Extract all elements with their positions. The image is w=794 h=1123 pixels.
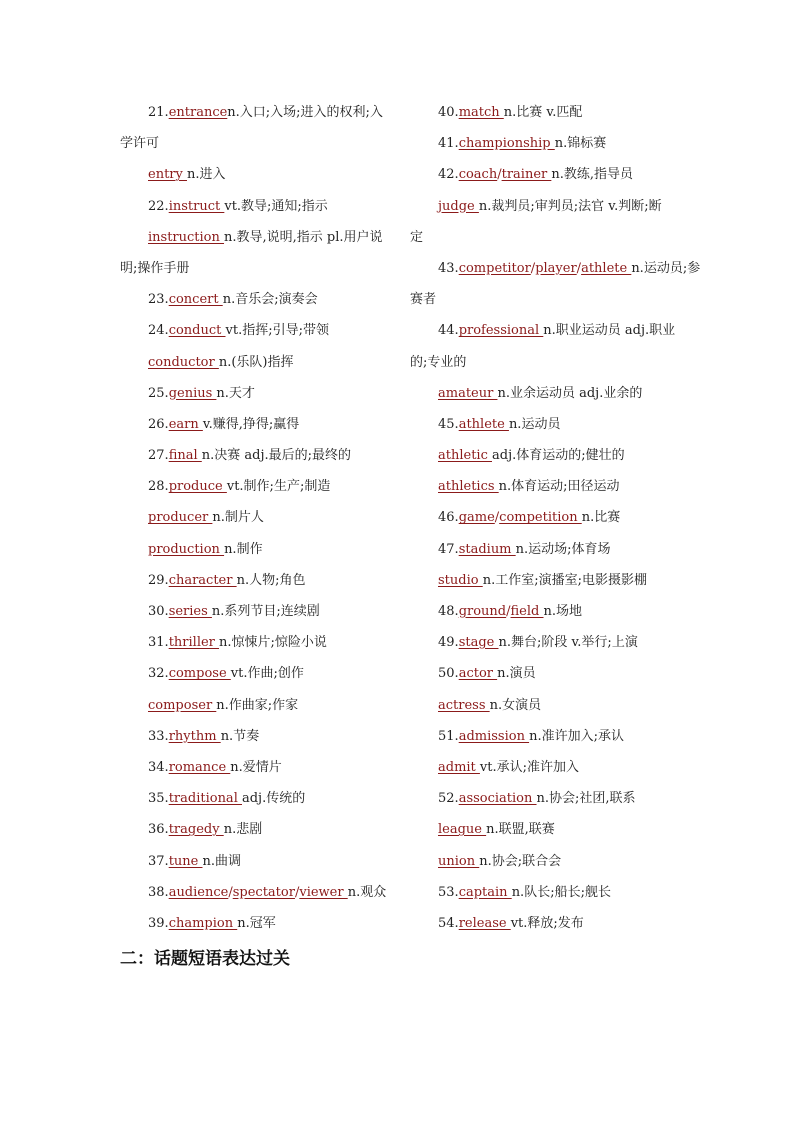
vocab-line (120, 131, 390, 162)
vocab-line (120, 256, 390, 287)
vocab-word: champion (168, 915, 238, 931)
definition-text: n.天才 (216, 385, 255, 401)
vocab-word: amateur (438, 385, 498, 401)
definition-text: vt.制作;生产;制造 (226, 479, 331, 495)
definition-text: n.协会;联合会 (479, 853, 562, 869)
vocab-line (410, 630, 680, 661)
vocab-line (120, 412, 390, 443)
vocab-word: admission (458, 728, 530, 744)
vocab-word: tragedy (168, 822, 224, 838)
definition-text: vt.作曲;创作 (230, 666, 304, 682)
vocab-word: thriller (168, 635, 220, 651)
entry-number: 38. (148, 884, 169, 900)
vocab-line (120, 443, 390, 474)
definition-text: n.职业运动员 adj.职业 (543, 323, 676, 339)
entry-number: 28. (148, 479, 169, 495)
word-separator: / (228, 884, 233, 900)
entry-number: 46. (438, 510, 459, 526)
definition-text: n.节奏 (220, 728, 260, 744)
vocab-word: producer (148, 510, 213, 526)
definition-text: 赛者 (410, 292, 437, 308)
entry-number: 53. (438, 884, 459, 900)
vocab-line (120, 817, 390, 848)
vocab-line (410, 162, 680, 193)
definition-text: n.联盟,联赛 (486, 822, 555, 838)
vocab-line (410, 661, 680, 692)
definition-text: adj.传统的 (241, 791, 306, 807)
vocab-word: final (168, 448, 202, 464)
vocab-line (120, 225, 390, 256)
vocab-line (410, 318, 680, 349)
entry-number: 44. (438, 323, 459, 339)
vocab-word: entry (148, 167, 187, 183)
vocab-word: composer (148, 697, 217, 713)
vocab-word: union (438, 853, 480, 869)
entry-number: 42. (438, 167, 459, 183)
vocab-line (410, 443, 680, 474)
vocab-line (120, 880, 390, 911)
vocab-line (410, 568, 680, 599)
word-separator: / (576, 260, 582, 276)
vocab-word: entrance (168, 105, 228, 120)
vocab-word: compose (168, 666, 231, 682)
definition-text: n.制片人 (212, 510, 264, 526)
vocab-line (120, 568, 390, 599)
vocab-line (120, 350, 390, 381)
vocab-line (120, 100, 390, 131)
definition-text: n.队长;船长;舰长 (511, 884, 611, 900)
entry-number: 37. (148, 853, 169, 869)
definition-text: n.教导,说明,指示 pl.用户说 (224, 229, 383, 245)
vocab-line (120, 287, 390, 318)
entry-number: 25. (148, 385, 169, 401)
vocab-line (120, 661, 390, 692)
definition-text: n.观众 (347, 884, 387, 900)
entry-number: 27. (148, 448, 169, 464)
vocab-word: league (438, 822, 487, 838)
vocab-word: studio (438, 572, 483, 588)
entry-number: 23. (148, 292, 169, 308)
vocab-word: field (510, 604, 544, 619)
vocab-word: romance (168, 759, 231, 775)
vocab-word: instruct (168, 198, 225, 214)
definition-text: vt.释放;发布 (510, 915, 584, 931)
entry-number: 51. (438, 728, 459, 744)
vocab-line (120, 381, 390, 412)
definition-text: n.女演员 (489, 697, 542, 713)
vocab-line (410, 786, 680, 817)
vocab-line (410, 755, 680, 786)
entry-number: 49. (438, 635, 459, 651)
entry-number: 41. (438, 136, 459, 152)
definition-text: n.准许加入;承认 (529, 728, 624, 744)
entry-number: 29. (148, 572, 169, 588)
definition-text: n.(乐队)指挥 (218, 354, 294, 370)
definition-text: n.音乐会;演奏会 (222, 292, 318, 308)
definition-text: n.人物;角色 (236, 572, 306, 588)
entry-number: 54. (438, 915, 459, 931)
definition-text: n.冠军 (237, 915, 276, 931)
vocab-word: conduct (168, 323, 226, 339)
definition-text: n.裁判员;审判员;法官 v.判断;断 (478, 198, 662, 214)
definition-text: n.运动员 (508, 416, 561, 432)
vocab-word: rhythm (168, 728, 221, 744)
definition-text: n.系列节目;连续剧 (211, 604, 320, 619)
vocab-word: conductor (148, 354, 219, 370)
entry-number: 24. (148, 323, 169, 339)
vocab-line (120, 505, 390, 536)
entry-number: 31. (148, 635, 169, 651)
word-separator: / (506, 604, 511, 619)
definition-text: n.入口;入场;进入的权利;入 (227, 105, 383, 120)
vocab-word: trainer (501, 167, 552, 183)
vocab-word: tune (168, 853, 203, 869)
vocab-word: ground (458, 604, 507, 619)
definition-text: n.悲剧 (223, 822, 263, 838)
vocab-line (120, 537, 390, 568)
word-separator: / (294, 884, 300, 900)
vocab-line (410, 693, 680, 724)
entry-number: 52. (438, 791, 459, 807)
vocab-word: character (168, 572, 237, 588)
definition-text: 明;操作手册 (120, 260, 190, 276)
definition-text: 的;专业的 (410, 354, 467, 370)
word-separator: / (497, 167, 502, 183)
vocab-word: stadium (458, 541, 516, 557)
vocab-line (410, 256, 701, 287)
vocab-word: judge (438, 198, 479, 214)
vocab-word: athlete (581, 260, 632, 276)
vocab-line (410, 474, 680, 505)
vocab-line (410, 194, 680, 225)
definition-text: n.工作室;演播室;电影摄影棚 (482, 572, 647, 588)
vocab-line (410, 412, 680, 443)
definition-text: n.场地 (543, 604, 583, 619)
vocab-line (410, 381, 680, 412)
vocab-column-left (120, 100, 390, 942)
vocab-line (410, 350, 680, 381)
vocab-line (410, 131, 680, 162)
vocab-line (410, 505, 680, 536)
definition-text: n.比赛 (581, 510, 621, 526)
vocab-word: championship (458, 136, 555, 152)
vocab-word: competitor (458, 260, 531, 276)
vocab-column-right (410, 100, 701, 942)
vocab-line (120, 474, 390, 505)
word-separator: / (494, 510, 500, 526)
definition-text: n.爱情片 (230, 759, 282, 775)
vocab-word: spectator (232, 884, 295, 900)
vocab-line (410, 287, 680, 318)
vocab-word: genius (168, 385, 217, 401)
vocab-word: professional (458, 323, 544, 339)
vocab-word: actress (438, 697, 490, 713)
vocab-word: production (148, 541, 225, 557)
definition-text: n.曲调 (202, 853, 241, 869)
vocab-line (120, 194, 390, 225)
vocab-line (410, 724, 680, 755)
definition-text: n.协会;社团,联系 (536, 791, 636, 807)
vocab-word: series (168, 604, 212, 619)
definition-text: v.赚得,挣得;赢得 (202, 416, 300, 432)
vocab-line (120, 786, 390, 817)
vocab-word: admit (438, 759, 480, 775)
definition-text: vt.教导;通知;指示 (224, 198, 328, 214)
vocab-word: game (458, 510, 495, 526)
vocab-line (410, 225, 680, 256)
definition-text: n.业余运动员 adj.业余的 (497, 385, 643, 401)
definition-text: n.运动员;参 (631, 260, 701, 276)
vocab-line (120, 724, 390, 755)
definition-text: n.制作 (224, 541, 263, 557)
entry-number: 30. (148, 604, 169, 619)
vocab-line (410, 537, 680, 568)
vocab-word: coach (458, 167, 498, 183)
vocab-word: match (458, 105, 504, 120)
vocab-word: athletic (438, 448, 492, 464)
definition-text: n.演员 (497, 666, 536, 682)
definition-text: adj.体育运动的;健壮的 (492, 448, 625, 464)
definition-text: n.进入 (186, 167, 226, 183)
entry-number: 22. (148, 198, 169, 214)
entry-number: 40. (438, 105, 459, 120)
definition-text: n.运动场;体育场 (515, 541, 611, 557)
entry-number: 36. (148, 822, 169, 838)
definition-text: n.舞台;阶段 v.举行;上演 (498, 635, 638, 651)
vocab-line (120, 755, 390, 786)
vocab-line (120, 911, 390, 942)
entry-number: 43. (438, 260, 459, 276)
vocab-word: captain (458, 884, 512, 900)
entry-number: 33. (148, 728, 169, 744)
vocab-line (410, 100, 680, 131)
definition-text: n.比赛 v.匹配 (503, 105, 583, 120)
vocab-word: athletics (438, 479, 499, 495)
vocab-word: actor (458, 666, 498, 682)
definition-text: 学许可 (120, 136, 160, 152)
definition-text: 定 (410, 229, 424, 245)
entry-number: 39. (148, 915, 169, 931)
vocab-line (410, 599, 680, 630)
vocab-word: player (535, 260, 577, 276)
vocab-word: association (458, 791, 537, 807)
definition-text: n.惊悚片;惊险小说 (219, 635, 327, 651)
vocab-word: stage (458, 635, 499, 651)
vocab-line (410, 817, 680, 848)
vocab-word: athlete (458, 416, 509, 432)
vocab-word: instruction (148, 229, 225, 245)
definition-text: vt.承认;准许加入 (479, 759, 580, 775)
vocab-word: produce (168, 479, 227, 495)
entry-number: 48. (438, 604, 459, 619)
vocab-line (120, 318, 390, 349)
vocab-line (410, 880, 680, 911)
vocab-word: traditional (168, 791, 242, 807)
vocab-word: release (458, 915, 511, 931)
entry-number: 35. (148, 791, 169, 807)
vocab-word: viewer (299, 884, 348, 900)
entry-number: 50. (438, 666, 459, 682)
definition-text: n.决赛 adj.最后的;最终的 (201, 448, 352, 464)
vocab-word: concert (168, 292, 223, 308)
vocab-line (410, 911, 680, 942)
definition-text: n.体育运动;田径运动 (498, 479, 620, 495)
definition-text: n.作曲家;作家 (216, 697, 299, 713)
definition-text: n.锦标赛 (554, 136, 607, 152)
vocab-word: audience (168, 884, 229, 900)
vocab-line (120, 849, 390, 880)
vocab-word: competition (499, 510, 582, 526)
entry-number: 21. (148, 105, 169, 120)
entry-number: 47. (438, 541, 459, 557)
entry-number: 32. (148, 666, 169, 682)
vocab-line (120, 630, 390, 661)
vocab-line (120, 162, 390, 193)
word-separator: / (530, 260, 536, 276)
entry-number: 45. (438, 416, 459, 432)
vocab-line (120, 599, 390, 630)
vocab-line (410, 849, 680, 880)
definition-text: vt.指挥;引导;带领 (225, 323, 329, 339)
section-heading: 二：话题短语表达过关 (120, 949, 290, 969)
definition-text: n.教练,指导员 (551, 167, 633, 183)
entry-number: 26. (148, 416, 169, 432)
vocab-line (120, 693, 390, 724)
vocab-word: earn (168, 416, 203, 432)
entry-number: 34. (148, 759, 169, 775)
